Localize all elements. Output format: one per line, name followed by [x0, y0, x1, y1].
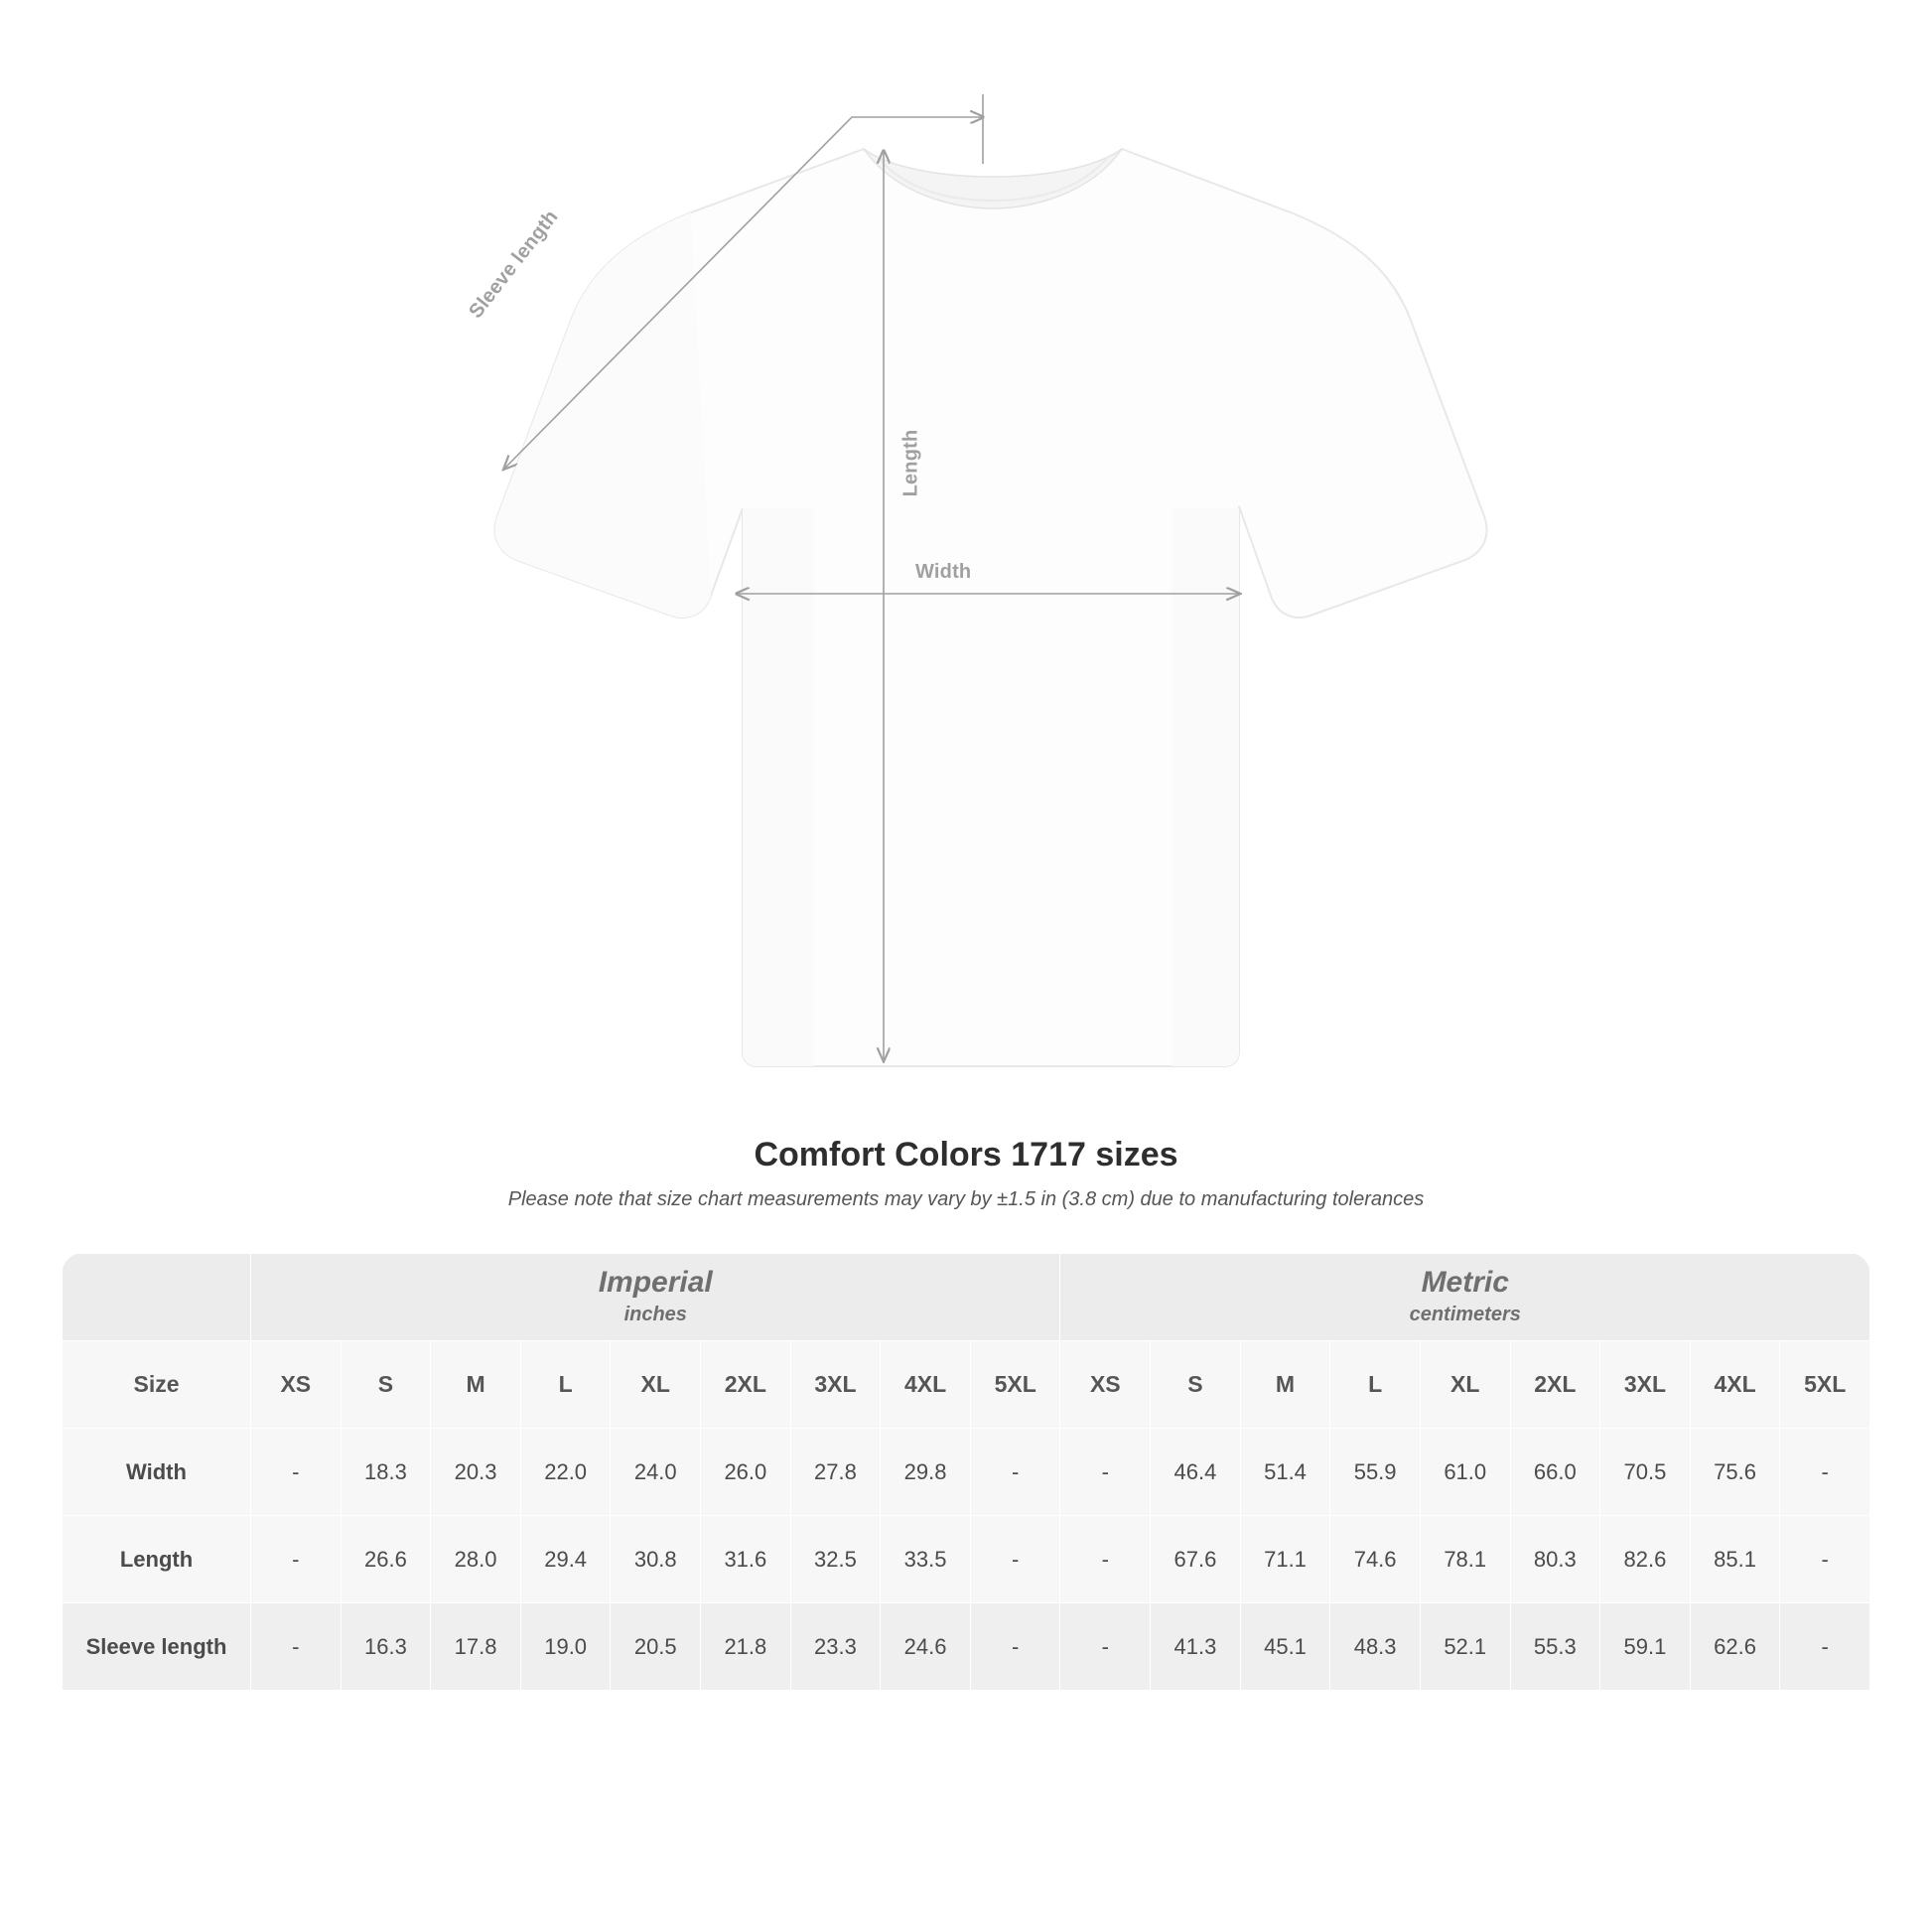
cell-length-metric-4xl: 85.1 — [1690, 1516, 1780, 1603]
size-label-cell: Size — [63, 1341, 251, 1429]
cell-length-imperial-xs: - — [251, 1516, 342, 1603]
cell-sleeve-metric-4xl: 62.6 — [1690, 1603, 1780, 1691]
row-label-sleeve-length: Sleeve length — [63, 1603, 251, 1691]
page-title: Comfort Colors 1717 sizes — [754, 1136, 1178, 1173]
corner-cell — [63, 1254, 251, 1341]
cell-length-imperial-4xl: 33.5 — [881, 1516, 971, 1603]
title-block — [0, 1136, 1932, 1211]
size-col-imperial-5xl: 5XL — [970, 1341, 1060, 1429]
cell-width-imperial-l: 22.0 — [520, 1429, 611, 1516]
cell-sleeve-imperial-s: 16.3 — [341, 1603, 431, 1691]
cell-length-metric-xl: 78.1 — [1420, 1516, 1510, 1603]
cell-length-metric-xs: - — [1060, 1516, 1151, 1603]
sleeve-length-label: Sleeve length — [465, 206, 563, 323]
cell-width-metric-5xl: - — [1780, 1429, 1870, 1516]
size-col-metric-xs: XS — [1060, 1341, 1151, 1429]
size-col-metric-3xl: 3XL — [1600, 1341, 1691, 1429]
unit-group-metric-name: Metric — [1421, 1266, 1509, 1300]
table-row — [63, 1429, 1870, 1516]
cell-sleeve-imperial-l: 19.0 — [520, 1603, 611, 1691]
cell-width-imperial-m: 20.3 — [431, 1429, 521, 1516]
cell-width-metric-2xl: 66.0 — [1510, 1429, 1600, 1516]
size-col-imperial-4xl: 4XL — [881, 1341, 971, 1429]
size-col-metric-s: S — [1151, 1341, 1241, 1429]
cell-width-imperial-5xl: - — [970, 1429, 1060, 1516]
unit-group-imperial-name: Imperial — [598, 1266, 713, 1300]
cell-sleeve-imperial-xs: - — [251, 1603, 342, 1691]
length-label: Length — [899, 429, 922, 497]
size-col-metric-m: M — [1240, 1341, 1330, 1429]
cell-length-imperial-5xl: - — [970, 1516, 1060, 1603]
size-col-metric-4xl: 4XL — [1690, 1341, 1780, 1429]
size-col-imperial-2xl: 2XL — [701, 1341, 791, 1429]
cell-length-metric-m: 71.1 — [1240, 1516, 1330, 1603]
cell-width-metric-4xl: 75.6 — [1690, 1429, 1780, 1516]
cell-length-imperial-xl: 30.8 — [611, 1516, 701, 1603]
row-label-length: Length — [63, 1516, 251, 1603]
cell-sleeve-metric-xs: - — [1060, 1603, 1151, 1691]
cell-sleeve-imperial-m: 17.8 — [431, 1603, 521, 1691]
cell-length-imperial-2xl: 31.6 — [701, 1516, 791, 1603]
cell-length-metric-5xl: - — [1780, 1516, 1870, 1603]
cell-sleeve-imperial-5xl: - — [970, 1603, 1060, 1691]
cell-sleeve-metric-3xl: 59.1 — [1600, 1603, 1691, 1691]
unit-group-imperial-sub: inches — [623, 1303, 687, 1325]
cell-width-metric-m: 51.4 — [1240, 1429, 1330, 1516]
tolerance-note: Please note that size chart measurements may vary by ±1.5 in (3.8 cm) due to manufacturing tolerances — [507, 1188, 1425, 1210]
size-header-row — [63, 1341, 1870, 1429]
cell-width-imperial-xs: - — [251, 1429, 342, 1516]
size-col-imperial-xl: XL — [611, 1341, 701, 1429]
size-chart-table-wrap — [62, 1253, 1870, 1691]
cell-width-metric-s: 46.4 — [1151, 1429, 1241, 1516]
cell-length-metric-s: 67.6 — [1151, 1516, 1241, 1603]
cell-width-imperial-s: 18.3 — [341, 1429, 431, 1516]
size-col-metric-xl: XL — [1420, 1341, 1510, 1429]
size-chart-table — [62, 1253, 1870, 1691]
row-label-width: Width — [63, 1429, 251, 1516]
cell-length-imperial-3xl: 32.5 — [790, 1516, 881, 1603]
size-col-imperial-l: L — [520, 1341, 611, 1429]
cell-sleeve-metric-s: 41.3 — [1151, 1603, 1241, 1691]
cell-length-metric-l: 74.6 — [1330, 1516, 1421, 1603]
cell-sleeve-imperial-2xl: 21.8 — [701, 1603, 791, 1691]
cell-sleeve-imperial-xl: 20.5 — [611, 1603, 701, 1691]
width-label: Width — [915, 561, 972, 583]
cell-length-imperial-l: 29.4 — [520, 1516, 611, 1603]
cell-width-metric-xl: 61.0 — [1420, 1429, 1510, 1516]
cell-sleeve-imperial-4xl: 24.6 — [881, 1603, 971, 1691]
cell-width-metric-l: 55.9 — [1330, 1429, 1421, 1516]
cell-width-imperial-4xl: 29.8 — [881, 1429, 971, 1516]
cell-sleeve-imperial-3xl: 23.3 — [790, 1603, 881, 1691]
cell-length-metric-3xl: 82.6 — [1600, 1516, 1691, 1603]
cell-sleeve-metric-m: 45.1 — [1240, 1603, 1330, 1691]
size-col-metric-2xl: 2XL — [1510, 1341, 1600, 1429]
size-col-metric-l: L — [1330, 1341, 1421, 1429]
cell-sleeve-metric-l: 48.3 — [1330, 1603, 1421, 1691]
unit-group-imperial — [251, 1254, 1060, 1341]
size-col-imperial-s: S — [341, 1341, 431, 1429]
cell-length-imperial-s: 26.6 — [341, 1516, 431, 1603]
size-col-imperial-m: M — [431, 1341, 521, 1429]
size-col-metric-5xl: 5XL — [1780, 1341, 1870, 1429]
cell-width-imperial-xl: 24.0 — [611, 1429, 701, 1516]
unit-header-row — [63, 1254, 1870, 1341]
table-row — [63, 1603, 1870, 1691]
cell-sleeve-metric-xl: 52.1 — [1420, 1603, 1510, 1691]
size-col-imperial-3xl: 3XL — [790, 1341, 881, 1429]
cell-sleeve-metric-5xl: - — [1780, 1603, 1870, 1691]
size-col-imperial-xs: XS — [251, 1341, 342, 1429]
unit-group-metric — [1060, 1254, 1870, 1341]
cell-width-imperial-3xl: 27.8 — [790, 1429, 881, 1516]
cell-width-metric-xs: - — [1060, 1429, 1151, 1516]
table-row — [63, 1516, 1870, 1603]
cell-length-imperial-m: 28.0 — [431, 1516, 521, 1603]
cell-length-metric-2xl: 80.3 — [1510, 1516, 1600, 1603]
cell-width-metric-3xl: 70.5 — [1600, 1429, 1691, 1516]
unit-group-metric-sub: centimeters — [1409, 1303, 1521, 1325]
cell-width-imperial-2xl: 26.0 — [701, 1429, 791, 1516]
tshirt-shape — [494, 149, 1486, 1066]
cell-sleeve-metric-2xl: 55.3 — [1510, 1603, 1600, 1691]
